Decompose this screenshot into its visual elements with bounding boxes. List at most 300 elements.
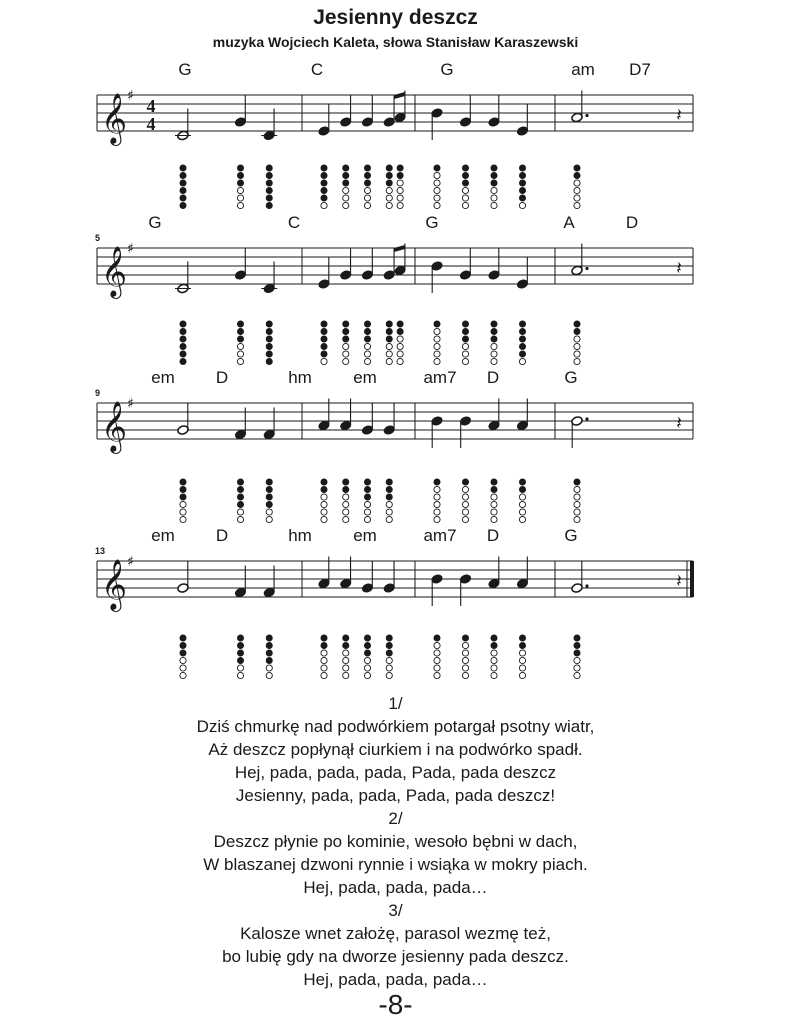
whistle-hole-open <box>180 657 186 663</box>
whistle-hole-closed <box>386 494 392 500</box>
measure-number: 9 <box>95 388 101 398</box>
whistle-hole-closed <box>266 202 272 208</box>
whistle-hole-closed <box>434 635 440 641</box>
whistle-hole-open <box>343 657 349 663</box>
whistle-hole-closed <box>180 642 186 648</box>
chord-symbol: C <box>310 60 324 79</box>
whistle-hole-open <box>491 351 497 357</box>
whistle-hole-closed <box>321 486 327 492</box>
chord-symbol: G <box>564 526 578 545</box>
whistle-hole-open <box>343 202 349 208</box>
whistle-hole-closed <box>237 501 243 507</box>
whistle-hole-closed <box>266 187 272 193</box>
whistle-hole-open <box>434 657 440 663</box>
whistle-hole-open <box>519 358 525 364</box>
whistle-hole-closed <box>266 351 272 357</box>
whistle-hole-open <box>321 509 327 515</box>
song-title: Jesienny deszcz <box>313 6 478 29</box>
whistle-hole-closed <box>434 479 440 485</box>
whistle-hole-open <box>364 195 370 201</box>
whistle-hole-closed <box>237 180 243 186</box>
whistle-hole-open <box>434 180 440 186</box>
whistle-hole-open <box>321 358 327 364</box>
whistle-hole-open <box>462 657 468 663</box>
dotted-note-dot <box>585 584 588 587</box>
whistle-hole-open <box>462 343 468 349</box>
whistle-hole-open <box>343 516 349 522</box>
whistle-hole-open <box>574 665 580 671</box>
whistle-hole-open <box>462 351 468 357</box>
whistle-hole-open <box>462 187 468 193</box>
whistle-hole-open <box>462 509 468 515</box>
whistle-hole-open <box>462 494 468 500</box>
whistle-hole-closed <box>237 165 243 171</box>
whistle-hole-closed <box>237 328 243 334</box>
whistle-hole-open <box>266 516 272 522</box>
whistle-hole-open <box>386 672 392 678</box>
whistle-hole-open <box>574 509 580 515</box>
whistle-hole-closed <box>266 642 272 648</box>
chord-symbol: am7 <box>423 526 457 545</box>
whistle-hole-closed <box>491 165 497 171</box>
whistle-hole-closed <box>180 343 186 349</box>
whistle-hole-closed <box>321 328 327 334</box>
quarter-rest-icon: 𝄽 <box>676 413 682 434</box>
whistle-hole-open <box>434 336 440 342</box>
whistle-hole-closed <box>491 172 497 178</box>
whistle-hole-open <box>237 665 243 671</box>
chord-symbol: D <box>486 526 500 545</box>
whistle-hole-open <box>574 657 580 663</box>
whistle-hole-open <box>343 358 349 364</box>
whistle-hole-open <box>434 642 440 648</box>
whistle-hole-open <box>574 486 580 492</box>
whistle-hole-open <box>462 501 468 507</box>
whistle-hole-closed <box>237 494 243 500</box>
whistle-hole-closed <box>266 494 272 500</box>
whistle-hole-open <box>519 501 525 507</box>
whistle-hole-closed <box>462 180 468 186</box>
whistle-hole-open <box>180 509 186 515</box>
whistle-hole-open <box>237 187 243 193</box>
whistle-hole-closed <box>343 336 349 342</box>
whistle-hole-open <box>491 195 497 201</box>
whistle-hole-open <box>574 336 580 342</box>
whistle-hole-closed <box>321 351 327 357</box>
whistle-hole-closed <box>519 328 525 334</box>
whistle-hole-closed <box>462 165 468 171</box>
whistle-hole-closed <box>364 180 370 186</box>
treble-clef-icon: 𝄞 <box>101 246 128 297</box>
whistle-hole-open <box>462 672 468 678</box>
whistle-hole-closed <box>574 479 580 485</box>
whistle-hole-open <box>364 187 370 193</box>
verse-3-number: 3/ <box>388 901 403 920</box>
eighth-note-beam <box>394 94 405 97</box>
key-signature-sharp: ♯ <box>127 554 134 570</box>
whistle-hole-closed <box>519 343 525 349</box>
whistle-hole-open <box>462 358 468 364</box>
whistle-hole-closed <box>462 479 468 485</box>
whistle-hole-closed <box>386 321 392 327</box>
whistle-hole-closed <box>180 172 186 178</box>
whistle-hole-closed <box>343 165 349 171</box>
whistle-hole-open <box>491 187 497 193</box>
chord-symbol: D <box>625 213 639 232</box>
chord-symbol: G <box>564 368 578 387</box>
whistle-hole-closed <box>491 328 497 334</box>
whistle-hole-closed <box>519 187 525 193</box>
chord-symbol: em <box>353 526 377 545</box>
whistle-hole-closed <box>386 336 392 342</box>
whistle-hole-closed <box>386 635 392 641</box>
whistle-hole-closed <box>364 642 370 648</box>
whistle-hole-open <box>434 343 440 349</box>
whistle-hole-open <box>491 665 497 671</box>
whistle-hole-open <box>343 187 349 193</box>
whistle-hole-open <box>434 351 440 357</box>
whistle-hole-open <box>386 516 392 522</box>
whistle-hole-open <box>397 195 403 201</box>
lyric-line: Kalosze wnet założę, parasol wezmę też, <box>240 924 551 943</box>
whistle-hole-open <box>237 351 243 357</box>
lyric-line: W blaszanej dzwoni rynnie i wsiąka w mokry piach. <box>203 855 588 874</box>
whistle-hole-open <box>462 486 468 492</box>
whistle-hole-open <box>434 509 440 515</box>
whistle-hole-closed <box>491 486 497 492</box>
whistle-hole-open <box>266 665 272 671</box>
whistle-hole-closed <box>266 180 272 186</box>
whistle-hole-open <box>397 180 403 186</box>
whistle-hole-closed <box>266 195 272 201</box>
whistle-hole-closed <box>386 165 392 171</box>
whistle-hole-open <box>180 516 186 522</box>
whistle-hole-closed <box>386 172 392 178</box>
lyric-line: Hej, pada, pada, pada… <box>303 878 488 897</box>
whistle-hole-open <box>397 351 403 357</box>
whistle-hole-closed <box>519 642 525 648</box>
whistle-hole-open <box>574 187 580 193</box>
whistle-hole-closed <box>266 165 272 171</box>
whistle-hole-closed <box>343 172 349 178</box>
whistle-hole-closed <box>180 195 186 201</box>
whistle-hole-open <box>237 195 243 201</box>
whistle-hole-closed <box>321 172 327 178</box>
whistle-hole-closed <box>386 642 392 648</box>
whistle-hole-open <box>397 358 403 364</box>
whistle-hole-open <box>491 509 497 515</box>
chord-symbol: A <box>563 213 575 232</box>
verse-1-number: 1/ <box>388 694 403 713</box>
whistle-hole-closed <box>237 172 243 178</box>
whistle-hole-closed <box>574 321 580 327</box>
whistle-hole-open <box>397 187 403 193</box>
whistle-hole-open <box>491 343 497 349</box>
whistle-hole-open <box>434 486 440 492</box>
whistle-hole-open <box>237 358 243 364</box>
whistle-hole-open <box>491 516 497 522</box>
eighth-note-beam <box>394 247 405 250</box>
chord-symbol: em <box>353 368 377 387</box>
whistle-hole-closed <box>519 635 525 641</box>
whistle-hole-closed <box>574 635 580 641</box>
whistle-hole-open <box>364 343 370 349</box>
whistle-hole-open <box>397 343 403 349</box>
whistle-hole-closed <box>397 321 403 327</box>
whistle-hole-closed <box>180 351 186 357</box>
whistle-hole-closed <box>180 321 186 327</box>
whistle-hole-closed <box>574 642 580 648</box>
whistle-hole-closed <box>237 479 243 485</box>
whistle-hole-open <box>343 343 349 349</box>
whistle-hole-closed <box>519 180 525 186</box>
whistle-hole-open <box>266 672 272 678</box>
whistle-hole-closed <box>266 328 272 334</box>
whistle-hole-closed <box>266 172 272 178</box>
whistle-hole-open <box>462 642 468 648</box>
chord-symbol: D <box>215 368 229 387</box>
whistle-hole-open <box>397 202 403 208</box>
whistle-hole-closed <box>266 486 272 492</box>
chord-symbol: D <box>215 526 229 545</box>
quarter-rest-icon: 𝄽 <box>676 105 682 126</box>
whistle-hole-open <box>491 672 497 678</box>
whistle-hole-closed <box>386 180 392 186</box>
chord-symbol: am <box>571 60 595 79</box>
whistle-hole-open <box>343 650 349 656</box>
whistle-hole-open <box>519 665 525 671</box>
whistle-hole-open <box>386 657 392 663</box>
dotted-note-dot <box>585 417 588 420</box>
whistle-hole-closed <box>180 486 186 492</box>
whistle-hole-closed <box>321 642 327 648</box>
time-signature-top: 4 <box>146 96 156 116</box>
chord-symbol: G <box>178 60 192 79</box>
whistle-hole-open <box>343 665 349 671</box>
whistle-hole-open <box>434 672 440 678</box>
chord-symbol: G <box>425 213 439 232</box>
whistle-hole-closed <box>237 657 243 663</box>
whistle-hole-open <box>386 343 392 349</box>
whistle-hole-open <box>397 336 403 342</box>
whistle-hole-closed <box>266 479 272 485</box>
whistle-hole-closed <box>180 494 186 500</box>
song-credits: muzyka Wojciech Kaleta, słowa Stanisław Karaszewski <box>212 34 579 50</box>
chord-symbol: D7 <box>629 60 651 79</box>
whistle-hole-open <box>321 657 327 663</box>
treble-clef-icon: 𝄞 <box>101 401 128 452</box>
measure-number: 5 <box>95 233 101 243</box>
treble-clef-icon: 𝄞 <box>101 93 128 144</box>
whistle-hole-closed <box>321 336 327 342</box>
whistle-hole-closed <box>519 165 525 171</box>
whistle-hole-open <box>321 202 327 208</box>
whistle-hole-open <box>386 351 392 357</box>
whistle-hole-open <box>519 516 525 522</box>
whistle-hole-closed <box>237 642 243 648</box>
whistle-hole-open <box>343 672 349 678</box>
whistle-hole-closed <box>180 202 186 208</box>
chord-symbol: G <box>148 213 162 232</box>
whistle-hole-open <box>237 509 243 515</box>
whistle-hole-closed <box>491 642 497 648</box>
whistle-hole-open <box>321 650 327 656</box>
whistle-hole-closed <box>180 479 186 485</box>
whistle-hole-open <box>434 501 440 507</box>
whistle-hole-closed <box>343 486 349 492</box>
whistle-hole-closed <box>519 479 525 485</box>
dotted-note-dot <box>585 114 588 117</box>
whistle-hole-open <box>386 501 392 507</box>
lyric-line: bo lubię gdy na dworze jesienny pada deszcz. <box>222 947 569 966</box>
whistle-hole-open <box>343 351 349 357</box>
whistle-hole-open <box>343 195 349 201</box>
chord-symbol: D <box>486 368 500 387</box>
whistle-hole-open <box>364 672 370 678</box>
whistle-hole-closed <box>519 321 525 327</box>
whistle-hole-open <box>574 195 580 201</box>
whistle-hole-open <box>343 494 349 500</box>
key-signature-sharp: ♯ <box>127 88 134 104</box>
whistle-hole-closed <box>462 321 468 327</box>
whistle-hole-open <box>462 650 468 656</box>
whistle-hole-open <box>343 509 349 515</box>
chord-symbol: am7 <box>423 368 457 387</box>
whistle-hole-closed <box>266 501 272 507</box>
whistle-hole-closed <box>491 635 497 641</box>
whistle-hole-open <box>364 501 370 507</box>
whistle-hole-closed <box>343 642 349 648</box>
whistle-hole-closed <box>364 486 370 492</box>
whistle-hole-closed <box>519 336 525 342</box>
quarter-rest-icon: 𝄽 <box>676 571 682 592</box>
whistle-hole-closed <box>321 479 327 485</box>
key-signature-sharp: ♯ <box>127 396 134 412</box>
whistle-hole-open <box>519 672 525 678</box>
whistle-hole-open <box>434 328 440 334</box>
whistle-hole-closed <box>343 328 349 334</box>
whistle-hole-open <box>386 202 392 208</box>
lyric-line: Jesienny, pada, pada, Pada, pada deszcz! <box>235 786 556 805</box>
whistle-hole-open <box>321 494 327 500</box>
whistle-hole-closed <box>364 635 370 641</box>
whistle-hole-closed <box>364 650 370 656</box>
whistle-hole-open <box>321 672 327 678</box>
whistle-hole-closed <box>343 479 349 485</box>
whistle-hole-closed <box>343 635 349 641</box>
whistle-hole-open <box>462 516 468 522</box>
whistle-hole-closed <box>266 343 272 349</box>
whistle-hole-closed <box>266 635 272 641</box>
whistle-hole-closed <box>519 195 525 201</box>
whistle-hole-open <box>321 665 327 671</box>
whistle-hole-closed <box>574 165 580 171</box>
whistle-hole-open <box>434 187 440 193</box>
whistle-hole-open <box>519 657 525 663</box>
whistle-hole-closed <box>386 486 392 492</box>
whistle-hole-closed <box>343 321 349 327</box>
whistle-hole-open <box>574 351 580 357</box>
whistle-hole-closed <box>321 180 327 186</box>
whistle-hole-open <box>237 672 243 678</box>
whistle-hole-closed <box>321 321 327 327</box>
whistle-hole-closed <box>462 172 468 178</box>
whistle-hole-closed <box>321 165 327 171</box>
whistle-hole-closed <box>386 650 392 656</box>
whistle-hole-closed <box>321 635 327 641</box>
whistle-hole-closed <box>266 657 272 663</box>
whistle-hole-open <box>180 501 186 507</box>
whistle-hole-closed <box>491 321 497 327</box>
quarter-rest-icon: 𝄽 <box>676 258 682 279</box>
chord-symbol: em <box>151 368 175 387</box>
whistle-hole-closed <box>343 180 349 186</box>
whistle-hole-open <box>574 672 580 678</box>
whistle-hole-closed <box>180 336 186 342</box>
whistle-hole-closed <box>237 486 243 492</box>
whistle-hole-closed <box>180 635 186 641</box>
whistle-hole-open <box>434 358 440 364</box>
whistle-hole-open <box>237 516 243 522</box>
lyrics-block <box>0 692 791 991</box>
page-number: -8- <box>378 989 413 1020</box>
whistle-hole-closed <box>519 486 525 492</box>
whistle-hole-open <box>180 672 186 678</box>
lyric-line: Hej, pada, pada, pada, Pada, pada deszcz <box>234 763 557 782</box>
whistle-hole-closed <box>434 321 440 327</box>
whistle-hole-closed <box>364 165 370 171</box>
whistle-hole-open <box>266 509 272 515</box>
whistle-hole-closed <box>364 328 370 334</box>
whistle-hole-closed <box>237 635 243 641</box>
whistle-hole-open <box>364 202 370 208</box>
whistle-hole-closed <box>266 336 272 342</box>
whistle-hole-open <box>519 650 525 656</box>
whistle-hole-closed <box>237 650 243 656</box>
whistle-hole-open <box>519 509 525 515</box>
whistle-hole-open <box>574 501 580 507</box>
whistle-hole-closed <box>180 358 186 364</box>
whistle-hole-open <box>434 172 440 178</box>
whistle-hole-closed <box>364 321 370 327</box>
whistle-hole-open <box>491 657 497 663</box>
whistle-hole-open <box>364 358 370 364</box>
whistle-hole-closed <box>180 180 186 186</box>
whistle-hole-open <box>574 516 580 522</box>
whistle-hole-closed <box>364 336 370 342</box>
verse-2-number: 2/ <box>388 809 403 828</box>
whistle-hole-open <box>364 657 370 663</box>
whistle-hole-closed <box>180 650 186 656</box>
whistle-hole-closed <box>180 165 186 171</box>
whistle-hole-open <box>491 202 497 208</box>
whistle-hole-open <box>237 343 243 349</box>
chord-symbol: hm <box>288 526 312 545</box>
whistle-hole-open <box>321 516 327 522</box>
whistle-hole-closed <box>574 650 580 656</box>
lyric-line: Dziś chmurkę nad podwórkiem potargał psotny wiatr, <box>196 717 595 736</box>
whistle-hole-closed <box>397 172 403 178</box>
whistle-hole-closed <box>364 494 370 500</box>
whistle-hole-open <box>434 650 440 656</box>
whistle-hole-open <box>386 195 392 201</box>
time-signature-bottom: 4 <box>146 114 156 134</box>
whistle-hole-closed <box>386 328 392 334</box>
whistle-hole-open <box>462 665 468 671</box>
whistle-hole-open <box>237 202 243 208</box>
whistle-hole-closed <box>574 328 580 334</box>
whistle-hole-closed <box>237 321 243 327</box>
